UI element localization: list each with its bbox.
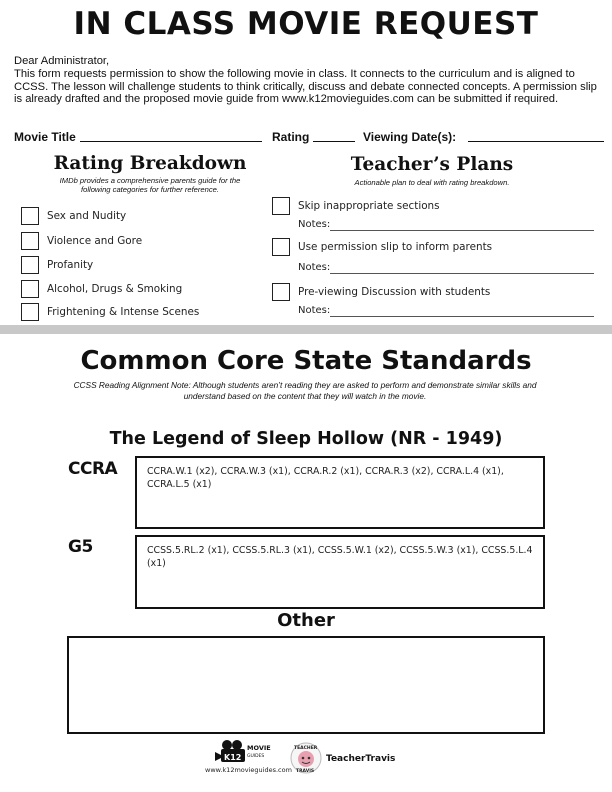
svg-text:TRAVIS: TRAVIS <box>296 769 315 774</box>
checkbox[interactable] <box>21 303 39 321</box>
svg-text:MOVIE: MOVIE <box>247 744 271 752</box>
g5-standards: CCSS.5.RL.2 (x1), CCSS.5.RL.3 (x1), CCSS.5.W.1 (x2), CCSS.5.W.3 (x1), CCSS.5.L.4 (x1) <box>147 545 533 569</box>
notes-label: Notes: <box>298 219 331 230</box>
rating-item-label: Profanity <box>47 259 94 271</box>
viewing-dates-label: Viewing Date(s): <box>363 130 457 144</box>
rating-item-label: Alcohol, Drugs & Smoking <box>47 283 183 295</box>
checkbox[interactable] <box>272 238 290 256</box>
notes-line[interactable] <box>330 315 594 317</box>
movie-title-field[interactable] <box>80 130 262 142</box>
film-camera-icon <box>205 736 280 764</box>
teachers-plans-subtitle: Actionable plan to deal with rating breakdown. <box>354 178 510 187</box>
section-divider <box>0 325 612 334</box>
checkbox[interactable] <box>21 207 39 225</box>
notes-label: Notes: <box>298 262 331 273</box>
checkbox[interactable] <box>21 256 39 274</box>
notes-label: Notes: <box>298 305 331 316</box>
g5-label: G5 <box>68 537 93 557</box>
checkbox[interactable] <box>21 232 39 250</box>
page-title: IN CLASS MOVIE REQUEST <box>73 6 539 42</box>
ccss-heading: Common Core State Standards <box>80 346 532 376</box>
checkbox[interactable] <box>272 197 290 215</box>
checkbox[interactable] <box>21 280 39 298</box>
ccra-label: CCRA <box>68 459 118 479</box>
rating-breakdown-subtitle <box>20 176 280 194</box>
svg-text:GUIDES: GUIDES <box>247 754 265 759</box>
notes-line[interactable] <box>330 272 594 274</box>
rating-item-label: Violence and Gore <box>47 235 143 247</box>
other-box[interactable] <box>67 636 545 734</box>
teacher-name: TeacherTravis <box>326 754 396 764</box>
teacher-travis-logo <box>290 742 322 774</box>
footer-url[interactable]: www.k12movieguides.com <box>205 766 292 774</box>
salutation: Dear Administrator, <box>14 55 110 67</box>
notes-line[interactable] <box>330 229 594 231</box>
ccra-box[interactable] <box>135 456 545 529</box>
plan-item-label: Pre-viewing Discussion with students <box>298 286 491 298</box>
rating-breakdown-heading: Rating Breakdown <box>53 153 247 174</box>
movie-title-label: Movie Title <box>14 130 76 144</box>
plan-item-label: Use permission slip to inform parents <box>298 241 493 253</box>
g5-box[interactable] <box>135 535 545 609</box>
teachers-plans-heading: Teacher’s Plans <box>350 154 514 175</box>
intro-body: This form requests permission to show the following movie in class. It connects to the curriculum and is aligned to CCSS. The lesson will challenge students to think critically, discuss and debate connected concepts. A permission slip is already drafted and the proposed movie guide from www.k12movieguides.com can be submitted if required. <box>14 67 597 106</box>
intro-letter <box>14 55 599 106</box>
rating-breakdown-subtitle-line2: following categories for further reference. <box>80 185 220 194</box>
svg-text:K12: K12 <box>224 753 242 762</box>
rating-breakdown-subtitle-line1: IMDb provides a comprehensive parents guide for the <box>59 176 241 185</box>
rating-field[interactable] <box>313 130 355 142</box>
viewing-dates-field[interactable] <box>468 130 604 142</box>
movie-heading: The Legend of Sleep Hollow (NR - 1949) <box>109 429 503 449</box>
teacher-badge-icon <box>290 742 322 774</box>
rating-item-label: Sex and Nudity <box>47 210 127 222</box>
checkbox[interactable] <box>272 283 290 301</box>
svg-text:TEACHER: TEACHER <box>294 746 318 751</box>
plan-item-label: Skip inappropriate sections <box>298 200 440 212</box>
rating-item-label: Frightening & Intense Scenes <box>47 306 200 318</box>
ccra-standards: CCRA.W.1 (x2), CCRA.W.3 (x1), CCRA.R.2 (x1), CCRA.R.3 (x2), CCRA.L.4 (x1), CCRA.L.5 (x1) <box>147 466 504 490</box>
ccss-note: CCSS Reading Alignment Note: Although students aren’t reading they are asked to perform and demonstrate similar skills and understand based on the content that they will watch in the movie. <box>73 380 537 401</box>
rating-label: Rating <box>272 130 310 144</box>
k12-logo <box>205 736 292 776</box>
other-heading: Other <box>277 610 335 631</box>
